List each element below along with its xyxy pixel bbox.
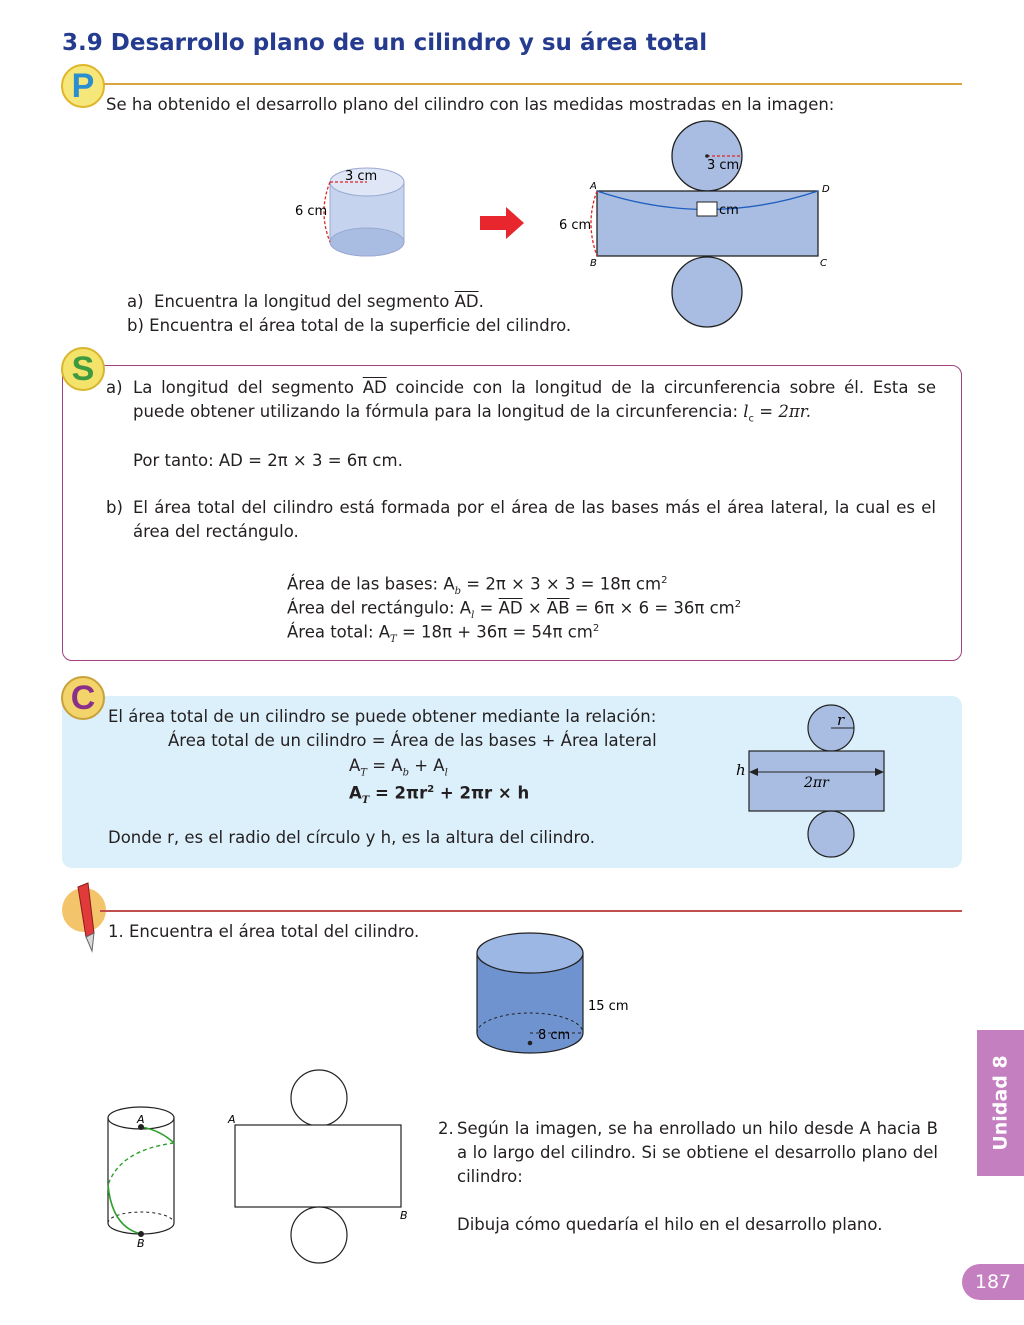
conclusion-net-figure [730,700,900,860]
solution-rect-area: Área del rectángulo: $A_l = \overline{AD} \times \overline{AB} = 6\pi \times 6 = 36\pi$ $cm^2$ [287,598,742,621]
solution-total-area: Área total: $A_T = 18\pi + 36\pi = 54\pi$ $cm^2$ [287,622,600,645]
page-number: 187 [962,1264,1024,1300]
net-blank-unit: cm [719,203,739,218]
ex2-net-b: B [400,1209,408,1222]
exercise-rule [100,910,962,912]
net-vertex-a: A [590,181,597,192]
pencil-icon [60,875,110,960]
problem-intro: Se ha obtenido el desarrollo plano del cilindro con las medidas mostradas en la imagen: [106,95,835,114]
conclusion-badge: C [61,676,105,720]
problem-item-a: a) Encuentra la longitud del segmento $\overline{AD}$. [127,292,484,311]
ex2-cyl-b: B [137,1237,145,1250]
conclusion-formula-1: $A_T = A_b + A_l$ [349,756,448,779]
solution-a-label: a) [106,378,123,397]
exercise2-cylinder-figure [100,1095,190,1255]
conclusion-line1: El área total de un cilindro se puede obtener mediante la relación: [108,707,657,726]
net-vertex-c: C [820,258,827,269]
ex1-height-label: 15 cm [588,999,629,1014]
unit-side-tab: Unidad 8 [977,1030,1024,1176]
page-title: 3.9 Desarrollo plano de un cilindro y su área total [62,30,708,56]
conclusion-where: Donde r, es el radio del círculo y h, es la altura del cilindro. [108,828,595,847]
net-height-label: 6 cm [559,218,592,233]
exercise2-net-figure [225,1065,415,1295]
net-vertex-d: D [822,184,830,195]
exercise-2-text: Según la imagen, se ha enrollado un hilo desde A hacia B a lo largo del cilindro. Si se obtiene el desarrollo plano del cilindro: [457,1119,938,1186]
conclusion-r-label: r [837,711,845,729]
cyl-height-label: 6 cm [295,204,328,219]
solution-badge: S [61,347,105,391]
exercise1-cylinder-figure [470,920,650,1070]
solution-b-text: El área total del cilindro está formada por el área de las bases más el área lateral, la cual es el área del rectángulo. [133,498,936,541]
cyl-radius-label: 3 cm [345,169,378,184]
exercise-2-task: Dibuja cómo quedaría el hilo en el desarrollo plano. [457,1215,883,1234]
conclusion-line2: Área total de un cilindro = Área de las bases + Área lateral [168,731,657,750]
solution-b-label: b) [106,498,123,517]
problem-item-b: b) Encuentra el área total de la superficie del cilindro. [127,316,572,335]
net-vertex-b: B [590,258,597,269]
exercise-2-number: 2. [438,1119,454,1138]
solution-a-text: La longitud del segmento $\overline{AD}$ coincide con la longitud de la circunferencia sobre él. Esta se puede obtener utilizando la fórmula para la longitud de la circunferencia: $l_c = 2\pi r$. [133,378,937,425]
problem-net-figure [555,118,845,330]
problem-cylinder-figure [290,160,420,265]
problem-rule [104,83,962,85]
conclusion-2pir-label: 2πr [804,775,829,791]
conclusion-h-label: h [736,761,746,779]
exercise-1: 1. Encuentra el área total del cilindro. [108,922,420,941]
ex1-radius-label: 8 cm [538,1028,571,1043]
net-radius-label: 3 cm [707,158,740,173]
ex2-net-a: A [228,1113,236,1126]
conclusion-formula-2: $A_T = 2\pi r^2 + 2\pi r \times h$ [349,783,530,806]
solution-a-result: Por tanto: AD = 2π × 3 = 6π cm. [133,451,403,470]
problem-badge: P [61,64,105,108]
arrow-icon [478,205,528,241]
solution-bases-area: Área de las bases: $A_b = 2\pi \times 3 \times 3 = 18\pi$ $cm^2$ [287,574,668,597]
ex2-cyl-a: A [137,1113,145,1126]
